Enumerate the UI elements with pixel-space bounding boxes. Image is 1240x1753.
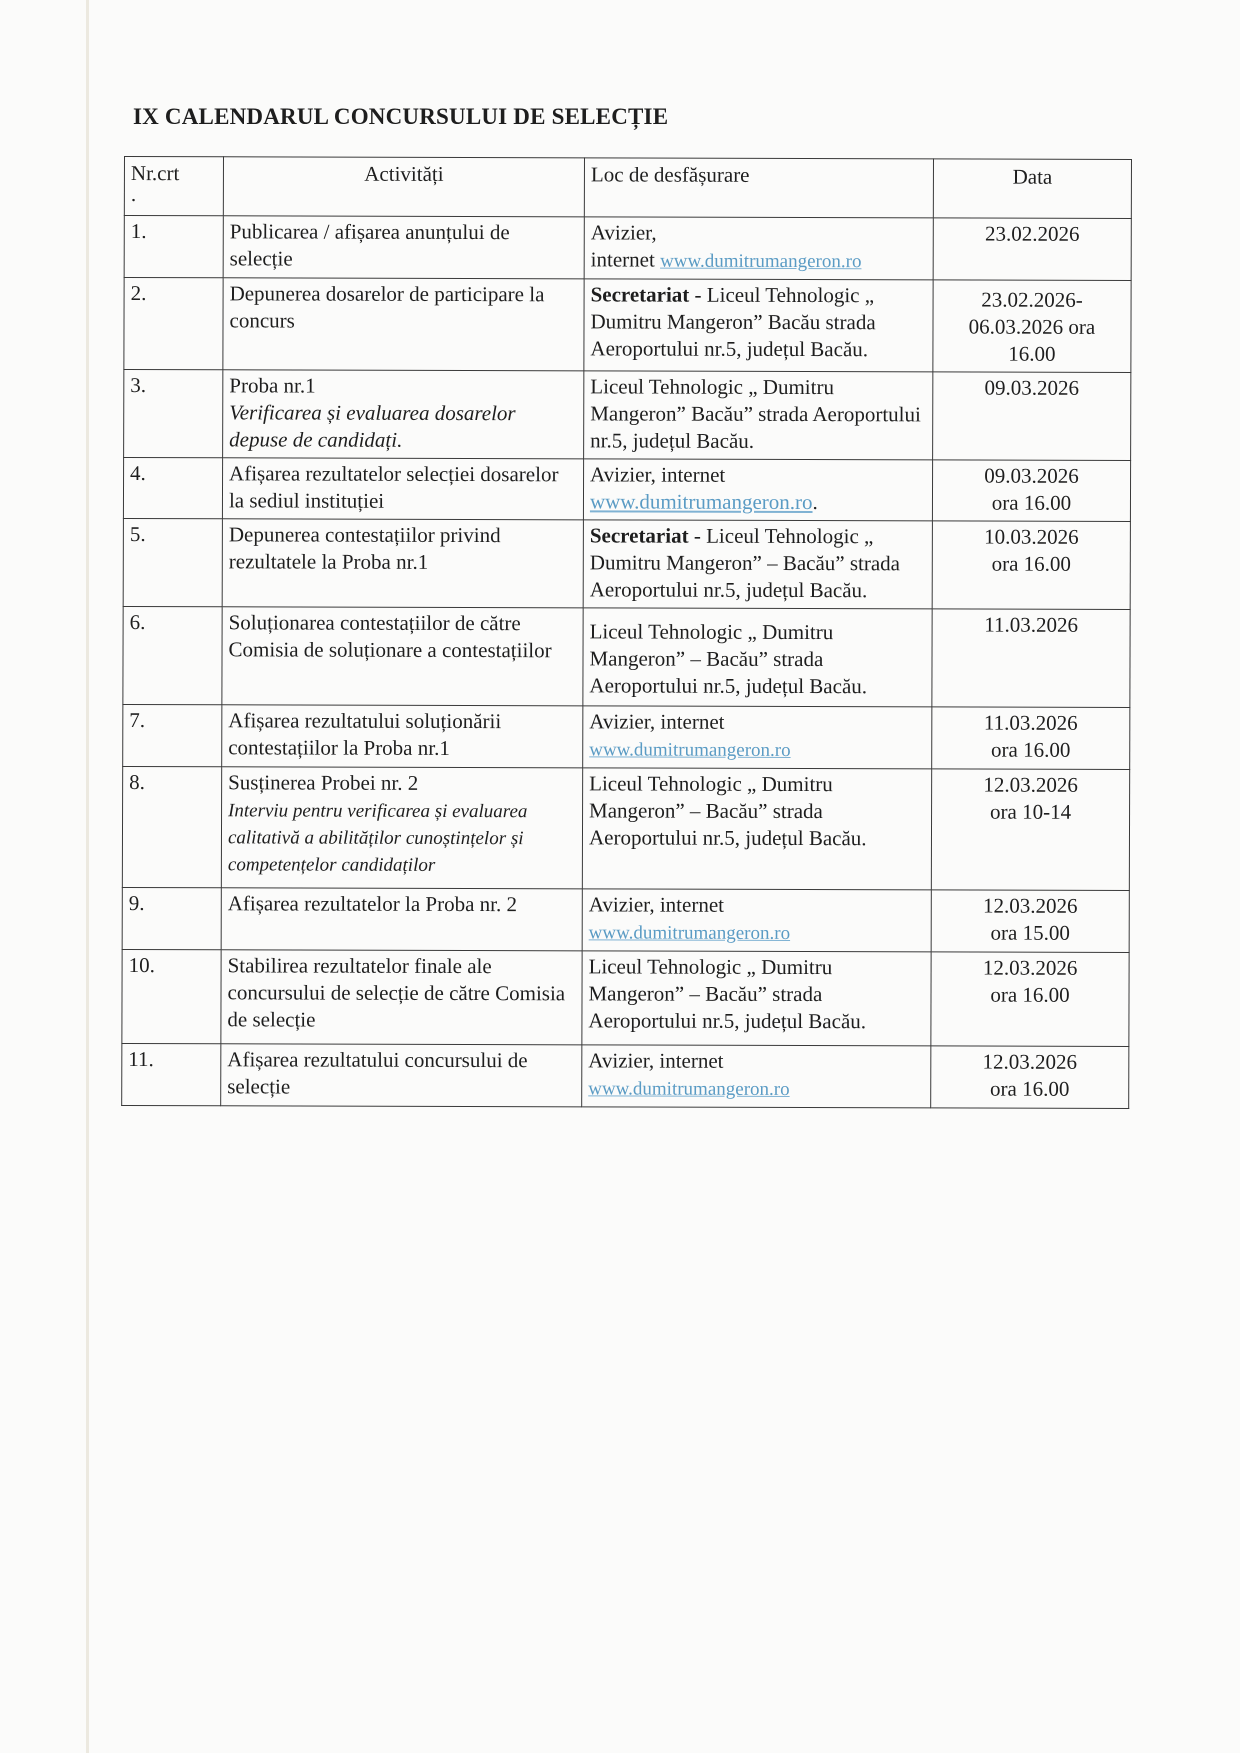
row-activity-text: Susținerea Probei nr. 2	[228, 770, 419, 795]
header-location: Loc de desfășurare	[584, 158, 933, 218]
row-activity: Stabilirea rezultatelor finale ale concursului de selecție de către Comisia de selecție	[221, 950, 582, 1045]
row-location-bold: Secretariat	[589, 523, 689, 548]
row-date-line: 11.03.2026	[983, 710, 1078, 735]
row-activity: Afișarea rezultatelor selecției dosarelor la sediul instituției	[222, 458, 583, 520]
row-activity	[223, 370, 584, 459]
row-nr: 1.	[124, 216, 223, 278]
row-location	[584, 279, 933, 372]
row-location: Liceul Tehnologic „ Dumitru Mangeron” – Bacău” strada Aeroportului nr.5, județul Bacău.	[582, 951, 931, 1046]
row-activity-text: Proba nr.1	[229, 373, 316, 398]
row-location-text: Avizier, internet	[589, 709, 725, 734]
table-row	[123, 458, 1130, 522]
row-date-line: ora 16.00	[990, 1076, 1070, 1101]
row-nr: 5.	[123, 518, 222, 606]
website-link[interactable]: www.dumitrumangeron.ro	[588, 922, 791, 944]
row-date	[931, 890, 1129, 953]
website-link[interactable]: www.dumitrumangeron.ro	[589, 739, 791, 761]
row-location-bold: Secretariat	[590, 282, 690, 307]
row-date-line: 12.03.2026	[982, 1049, 1078, 1074]
row-date: 09.03.2026	[933, 372, 1131, 461]
row-location-text: Avizier, internet	[588, 1048, 724, 1073]
row-location: Liceul Tehnologic „ Dumitru Mangeron” – Bacău” strada Aeroportului nr.5, județul Bacău.	[582, 768, 931, 890]
row-date	[931, 1046, 1129, 1109]
header-nr-dot: .	[130, 182, 137, 207]
row-activity-italic: Verificarea și evaluarea dosarelor depuse de candidați.	[229, 400, 516, 452]
row-location-text: - Liceul Tehnologic „ Dumitru Mangeron” – Bacău” strada Aeroportului nr.5, județul Bacău.	[589, 523, 901, 603]
row-date: 23.02.2026	[933, 218, 1131, 281]
row-location-text: Avizier, internet	[588, 892, 725, 917]
scan-edge-line	[86, 0, 89, 1753]
row-location-text: Avizier, internet	[590, 462, 726, 487]
row-date-line: 06.03.2026 ora	[968, 314, 1096, 339]
row-location	[582, 889, 931, 952]
row-date	[932, 460, 1130, 522]
row-activity: Soluționarea contestațiilor de către Comisia de soluționare a contestațiilor	[222, 607, 583, 706]
website-link[interactable]: www.dumitrumangeron.ro	[660, 250, 862, 273]
row-nr: 8.	[122, 766, 221, 887]
row-activity: Depunerea contestațiilor privind rezultatele la Proba nr.1	[222, 519, 583, 608]
table-row	[124, 370, 1131, 461]
row-nr: 3.	[124, 370, 223, 458]
row-date: 11.03.2026	[932, 609, 1130, 708]
row-date-line: 09.03.2026	[984, 463, 1079, 488]
header-date: Data	[933, 159, 1131, 219]
row-nr: 2.	[124, 278, 223, 370]
row-date-line: ora 15.00	[990, 920, 1070, 945]
row-date-line: 16.00	[1008, 341, 1056, 366]
row-date	[933, 280, 1131, 373]
row-date-line: ora 16.00	[991, 551, 1071, 576]
row-activity: Publicarea / afișarea anunțului de selecție	[223, 216, 584, 279]
page-title: IX CALENDARUL CONCURSULUI DE SELECȚIE	[133, 104, 669, 129]
row-date	[931, 952, 1129, 1047]
row-location	[583, 520, 932, 609]
header-nr-label: Nr.crt	[130, 161, 180, 186]
row-activity: Depunerea dosarelor de participare la concurs	[223, 278, 584, 371]
row-nr: 7.	[123, 704, 222, 766]
table-row	[122, 1043, 1129, 1108]
website-link[interactable]: www.dumitrumangeron.ro	[588, 1078, 790, 1100]
row-date	[932, 707, 1130, 770]
row-activity: Afișarea rezultatului concursului de selecție	[221, 1044, 582, 1107]
row-location-text: internet	[590, 247, 655, 272]
row-activity	[221, 767, 582, 889]
row-activity: Afișarea rezultatelor la Proba nr. 2	[221, 888, 582, 951]
table-row	[122, 949, 1129, 1046]
header-nr	[124, 157, 223, 216]
row-location	[584, 217, 933, 280]
row-date-line: 12.03.2026	[983, 772, 1078, 797]
table-row	[123, 518, 1130, 609]
row-location	[583, 459, 932, 521]
row-location	[583, 706, 932, 769]
row-date-line: ora 16.00	[990, 982, 1070, 1007]
row-nr: 6.	[123, 606, 222, 704]
table-row	[123, 606, 1130, 707]
table-row	[123, 704, 1130, 769]
row-date	[932, 521, 1130, 610]
row-nr: 9.	[122, 887, 221, 949]
table-row	[122, 766, 1129, 890]
table-header-row	[124, 157, 1131, 219]
row-activity-italic: Interviu pentru verificarea și evaluarea calitativă a abilităților cunoștințelor și competențelor candidaților	[227, 800, 528, 876]
row-date-line: 10.03.2026	[984, 524, 1079, 549]
header-activity: Activități	[223, 157, 584, 217]
row-nr: 10.	[122, 949, 221, 1043]
row-date-line: 12.03.2026	[982, 955, 1078, 980]
row-date-line: 12.03.2026	[982, 893, 1078, 918]
row-activity: Afișarea rezultatului soluționării contestațiilor la Proba nr.1	[222, 705, 583, 768]
row-date-line: ora 16.00	[991, 737, 1071, 762]
row-location: Liceul Tehnologic „ Dumitru Mangeron” Bacău” strada Aeroportului nr.5, județul Bacău.	[584, 371, 933, 460]
row-date-line: ora 10-14	[989, 799, 1072, 824]
row-location	[582, 1045, 931, 1108]
table-row	[122, 887, 1129, 952]
row-nr: 4.	[123, 458, 222, 519]
calendar-table	[121, 156, 1132, 1109]
row-date-line: ora 16.00	[991, 490, 1072, 515]
row-date	[931, 769, 1129, 891]
row-location: Liceul Tehnologic „ Dumitru Mangeron” – Bacău” strada Aeroportului nr.5, județul Bacău.	[583, 608, 932, 707]
row-date-line: 23.02.2026-	[981, 287, 1083, 312]
link-suffix: .	[812, 490, 818, 515]
row-location-text: - Liceul Tehnologic „ Dumitru Mangeron” Bacău strada Aeroportului nr.5, județul Bacău.	[590, 282, 876, 362]
row-location-text: Avizier,	[590, 220, 657, 245]
table-row	[124, 216, 1131, 281]
website-link[interactable]: www.dumitrumangeron.ro	[589, 489, 813, 515]
row-nr: 11.	[122, 1043, 221, 1105]
table-row	[124, 278, 1131, 373]
